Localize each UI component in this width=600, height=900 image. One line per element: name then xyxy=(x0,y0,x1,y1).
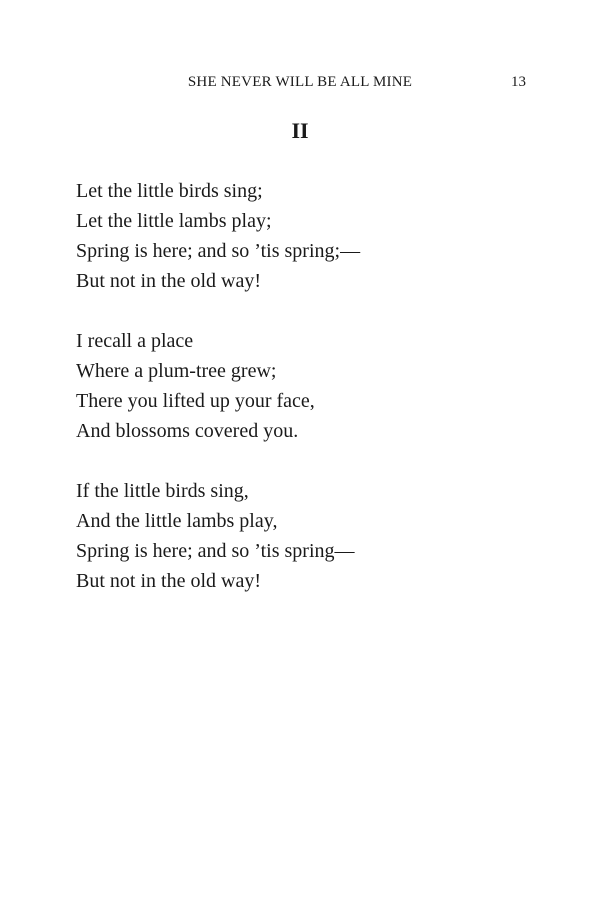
poem-line: Spring is here; and so ’tis spring— xyxy=(76,540,355,562)
poem-line: Spring is here; and so ’tis spring;— xyxy=(76,240,361,262)
poem-line: If the little birds sing, xyxy=(76,480,249,502)
poem-line: But not in the old way! xyxy=(76,570,261,592)
poem-line: Let the little lambs play; xyxy=(76,210,272,232)
poem-line: But not in the old way! xyxy=(76,270,261,292)
section-heading: II xyxy=(291,118,309,143)
poem-line: There you lifted up your face, xyxy=(76,390,315,412)
running-title: SHE NEVER WILL BE ALL MINE xyxy=(187,74,413,90)
page-number: 13 xyxy=(511,74,526,90)
running-head xyxy=(0,70,600,94)
poem xyxy=(76,176,536,626)
poem-line: And the little lambs play, xyxy=(76,510,278,532)
stanza-1 xyxy=(76,176,536,296)
poem-line: Where a plum-tree grew; xyxy=(76,360,277,382)
poem-line: I recall a place xyxy=(76,330,194,352)
poem-line: Let the little birds sing; xyxy=(76,180,263,202)
poem-line: And blossoms covered you. xyxy=(76,420,299,442)
stanza-3 xyxy=(76,476,536,596)
stanza-2 xyxy=(76,326,536,446)
